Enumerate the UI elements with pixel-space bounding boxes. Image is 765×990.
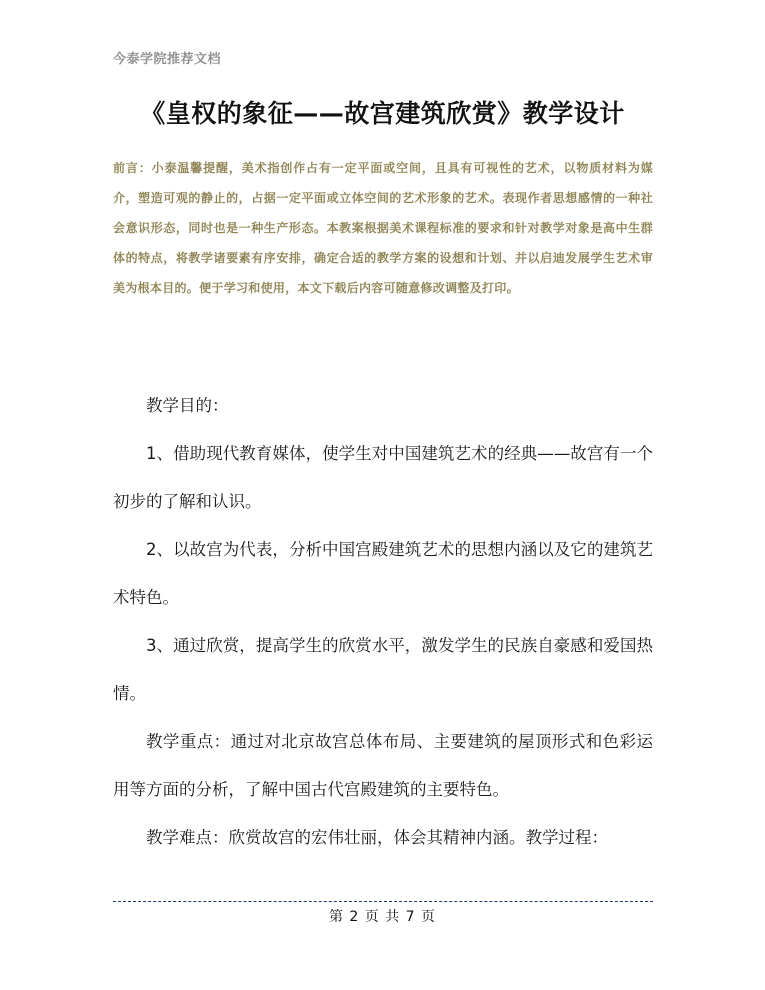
teaching-focus: 教学重点：通过对北京故宫总体布局、主要建筑的屋顶形式和色彩运用等方面的分析，了解中国古代宫殿建筑的主要特色。 (113, 732, 653, 799)
document-body (113, 382, 653, 862)
footer-divider (113, 901, 653, 902)
objective-3: 3、通过欣赏，提高学生的欣赏水平，激发学生的民族自豪感和爱国热情。 (113, 636, 653, 703)
page-number: 第 2 页 共 7 页 (328, 909, 437, 925)
objective-2: 2、以故宫为代表，分析中国宫殿建筑艺术的思想内涵以及它的建筑艺术特色。 (113, 540, 653, 607)
objective-1: 1、借助现代教育媒体，使学生对中国建筑艺术的经典——故宫有一个初步的了解和认识。 (113, 444, 653, 511)
document-title: 《皇权的象征——故宫建筑欣赏》教学设计 (140, 99, 625, 128)
header-label: 今泰学院推荐文档 (113, 52, 222, 67)
teaching-difficulty: 教学难点：欣赏故宫的宏伟壮丽，体会其精神内涵。教学过程： (146, 828, 608, 847)
section-heading-objectives: 教学目的： (146, 396, 229, 415)
preface-paragraph: 前言：小泰温馨提醒，美术指创作占有一定平面或空间，且具有可视性的艺术，以物质材料为媒介，塑造可观的静止的，占据一定平面或立体空间的艺术形象的艺术。表现作者思想感情的一种社会意识形态，同时也是一种生产形态。本教案根据美术课程标准的要求和针对教学对象是高中生群体的特点，将教学诸要素有序安排，确定合适的教学方案的设想和计划、并以启迪发展学生艺术审美为根本目的。便于学习和使用，本文下载后内容可随意修改调整及打印。 (113, 161, 653, 295)
